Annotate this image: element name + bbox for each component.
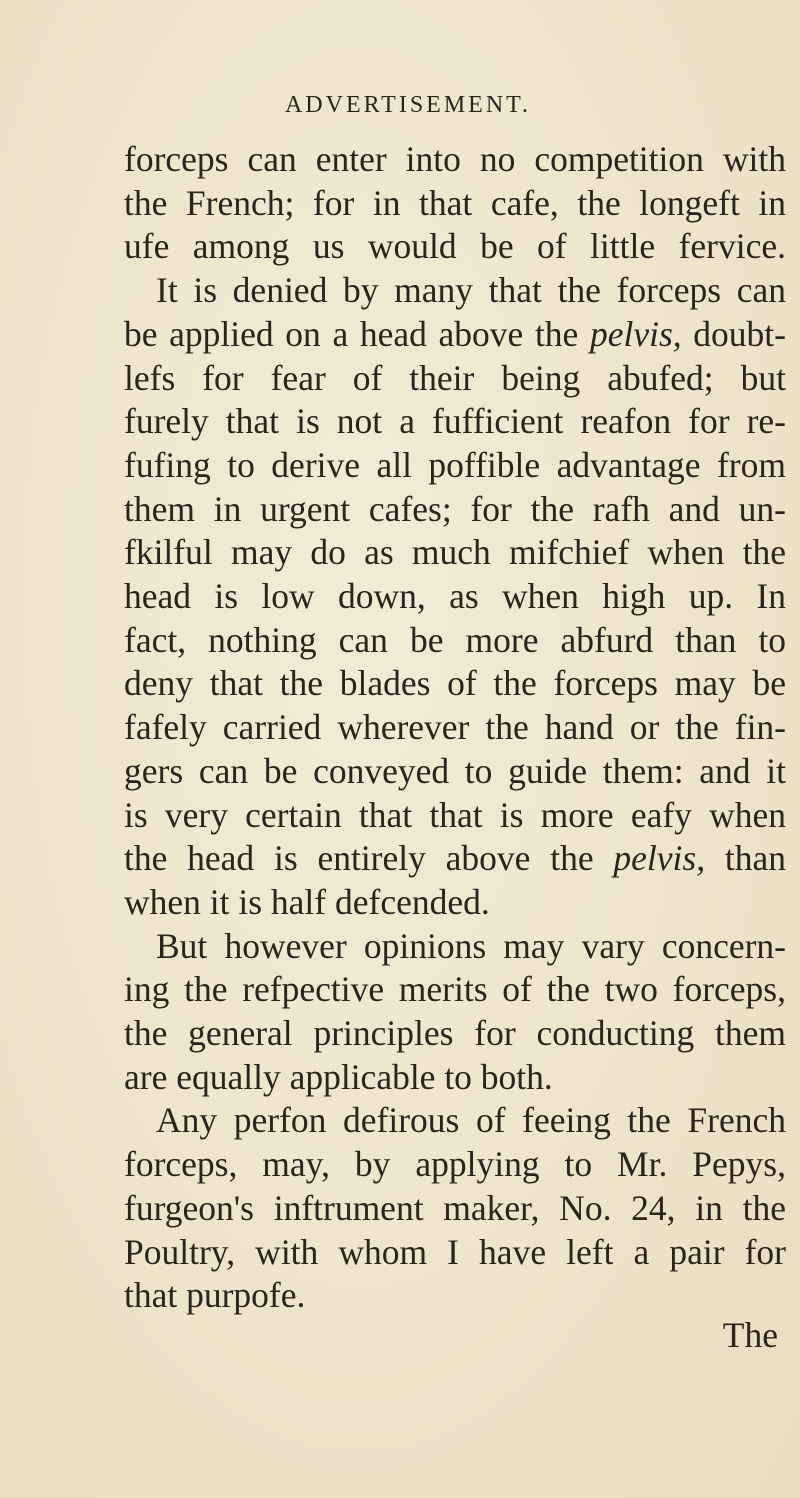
- text-run: gers can be conveyed to guide them: and it: [124, 750, 786, 791]
- text-line: [124, 968, 786, 1012]
- text-run: the general principles for conducting them: [124, 1013, 786, 1054]
- text-line: [124, 1231, 786, 1275]
- text-run: deny that the blades of the forceps may be: [124, 663, 786, 704]
- text-run: furgeon's inftrument maker, No. 24, in the: [124, 1187, 786, 1228]
- text-line: [124, 182, 786, 226]
- text-line: [124, 1099, 786, 1143]
- text-run: forceps can enter into no competition with: [124, 139, 786, 179]
- text-line: [124, 925, 786, 969]
- text-line: [124, 531, 786, 575]
- text-line: [124, 662, 786, 706]
- text-run: be applied on a head above the: [124, 313, 590, 354]
- text-line: [124, 1187, 786, 1231]
- text-line: [124, 750, 786, 794]
- text-run: fafely carried wherever the hand or the fin-: [124, 707, 786, 748]
- text-line: [124, 313, 786, 357]
- text-line: [124, 837, 786, 881]
- text-line: [124, 881, 786, 925]
- text-line: [124, 444, 786, 488]
- text-run: fufing to derive all poffible advantage from: [124, 444, 786, 485]
- text-line: [124, 269, 786, 313]
- text-run: But however opinions may vary concern-: [156, 925, 786, 966]
- text-run: than: [705, 838, 786, 879]
- text-run: the French; for in that cafe, the longeft in: [124, 182, 786, 223]
- running-header: ADVERTISEMENT.: [284, 92, 532, 118]
- text-line: [124, 1056, 786, 1100]
- text-run: them in urgent cafes; for the rafh and un-: [124, 488, 786, 529]
- text-line: [124, 619, 786, 663]
- text-line: [124, 488, 786, 532]
- text-run: lefs for fear of their being abufed; but: [124, 357, 786, 398]
- italic-run: pelvis,: [589, 313, 682, 354]
- body-text: [124, 138, 786, 1318]
- text-run: It is denied by many that the forceps can: [156, 270, 786, 311]
- text-run: head is low down, as when high up. In: [124, 576, 786, 617]
- text-line: [124, 706, 786, 750]
- text-run: ing the refpective merits of the two forceps,: [124, 969, 786, 1010]
- text-run: is very certain that that is more eafy when: [124, 794, 786, 835]
- text-line: [124, 400, 786, 444]
- text-run: forceps, may, by applying to Mr. Pepys,: [124, 1144, 786, 1185]
- text-line: [124, 1012, 786, 1056]
- italic-run: pelvis,: [613, 838, 706, 879]
- text-run: fact, nothing can be more abfurd than to: [124, 619, 786, 660]
- text-line: [124, 225, 786, 269]
- text-line: [124, 1143, 786, 1187]
- text-run: ufe among us would be of little fervice.: [124, 226, 786, 267]
- text-line: [124, 357, 786, 401]
- text-run: that purpofe.: [124, 1275, 306, 1316]
- text-run: doubt-: [681, 313, 786, 354]
- text-run: Poultry, with whom I have left a pair for: [124, 1231, 786, 1272]
- text-run: the head is entirely above the: [124, 838, 614, 879]
- text-line: [124, 1274, 786, 1318]
- text-run: Any perfon defirous of feeing the French: [156, 1100, 786, 1141]
- text-line: [124, 575, 786, 619]
- text-line: [124, 138, 786, 182]
- text-run: fkilful may do as much mifchief when the: [124, 532, 786, 573]
- catchword: The: [722, 1315, 778, 1355]
- text-line: [124, 794, 786, 838]
- text-run: furely that is not a fufficient reafon for re-: [124, 401, 786, 442]
- text-run: when it is half defcended.: [124, 881, 490, 922]
- text-run: are equally applicable to both.: [124, 1056, 553, 1097]
